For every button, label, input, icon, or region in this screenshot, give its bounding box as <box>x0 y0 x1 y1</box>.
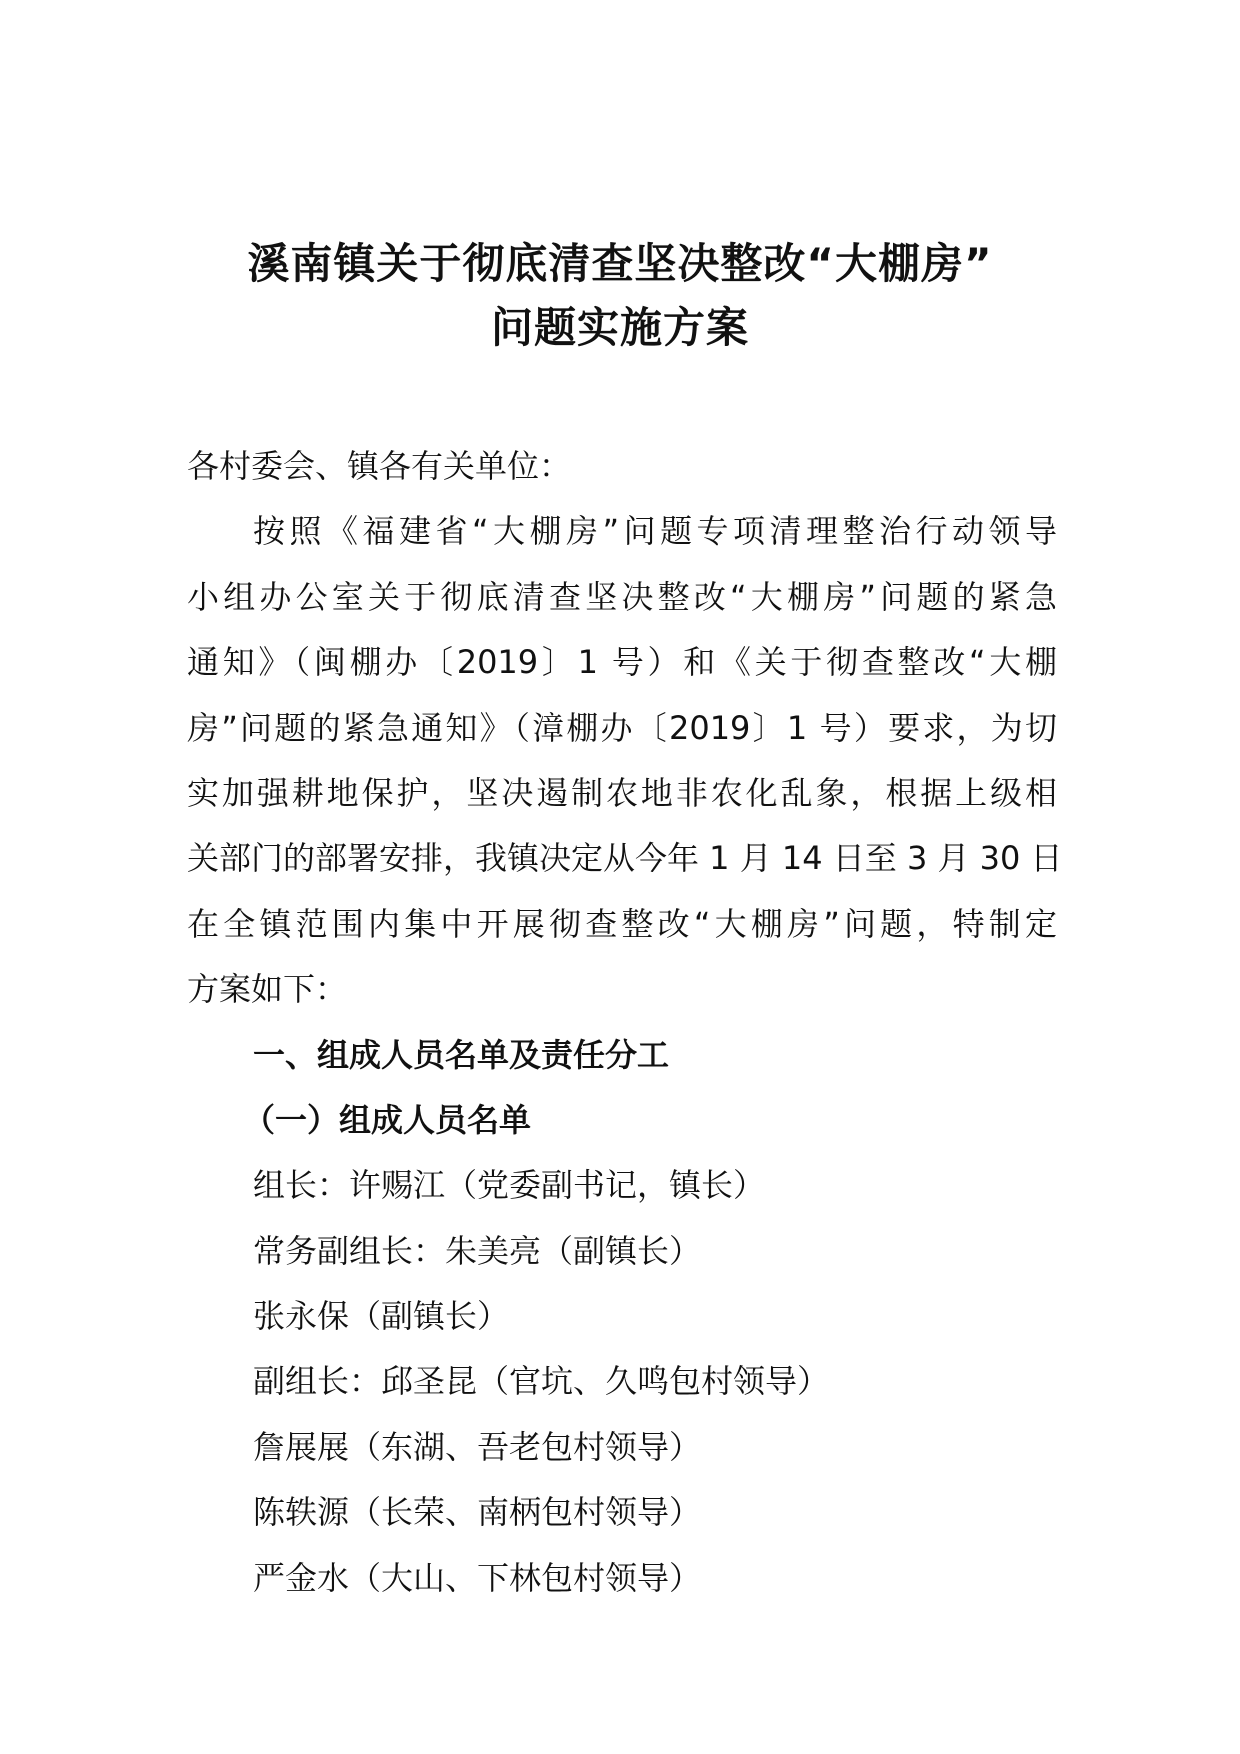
paragraph-line: 按照《福建省“大棚房”问题专项清理整治行动领导 <box>253 512 1057 551</box>
salutation: 各村委会、镇各有关单位： <box>187 447 572 485</box>
document-body <box>187 434 1063 1611</box>
member-line: 副组长：邱圣昆（官坑、久鸣包村领导） <box>253 1362 830 1401</box>
section-heading: 一、组成人员名单及责任分工 <box>253 1035 670 1074</box>
document-title-line-1: 溪南镇关于彻底清查坚决整改“大棚房” <box>247 239 993 288</box>
subsection-heading: （一）组成人员名单 <box>243 1100 532 1139</box>
paragraph-line: 关部门的部署安排，我镇决定从今年 1 月 14 日至 3 月 30 日 <box>187 839 1063 878</box>
member-line: 张永保（副镇长） <box>253 1297 510 1336</box>
paragraph-line: 方案如下： <box>187 970 348 1009</box>
paragraph-line: 实加强耕地保护，坚决遏制农地非农化乱象，根据上级相 <box>187 773 1057 812</box>
document-title-line-2: 问题实施方案 <box>490 303 749 352</box>
paragraph-line: 小组办公室关于彻底清查坚决整改“大棚房”问题的紧急 <box>187 577 1057 616</box>
paragraph-line: 房”问题的紧急通知》（漳棚办〔2019〕1 号）要求，为切 <box>187 708 1057 747</box>
member-line: 组长：许赐江（党委副书记，镇长） <box>253 1166 766 1205</box>
paragraph-line: 在全镇范围内集中开展彻查整改“大棚房”问题，特制定 <box>187 904 1057 943</box>
member-line: 严金水（大山、下林包村领导） <box>253 1558 702 1597</box>
member-line: 陈轶源（长荣、南柄包村领导） <box>253 1493 702 1532</box>
member-line: 常务副组长：朱美亮（副镇长） <box>253 1231 702 1270</box>
member-line: 詹展展（东湖、吾老包村领导） <box>253 1427 702 1466</box>
paragraph-line: 通知》（闽棚办〔2019〕1 号）和《关于彻查整改“大棚 <box>187 643 1057 682</box>
